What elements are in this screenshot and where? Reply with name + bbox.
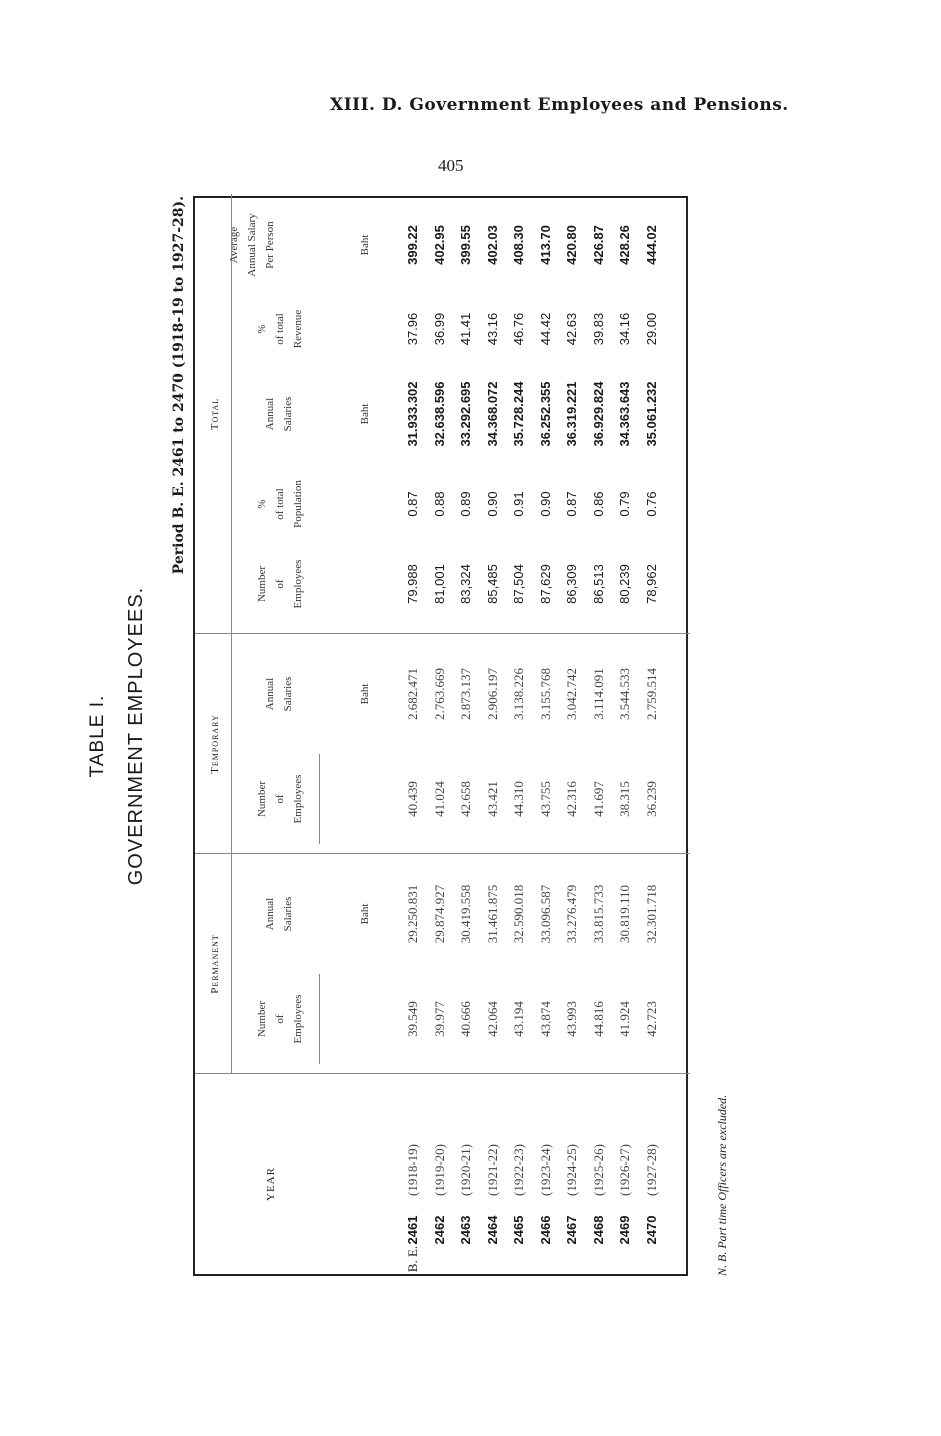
cell-perm-sal: 33.096.587: [537, 884, 553, 944]
header-line: Revenue: [292, 309, 304, 349]
cell-tot-num: 86,513: [590, 564, 606, 604]
header-line: Salaries: [282, 896, 294, 932]
unit-perm-salaries: Baht: [359, 903, 371, 925]
cell-be: 2463: [458, 1215, 473, 1245]
header-line: of: [274, 794, 286, 804]
cell-be: 2464: [484, 1215, 500, 1245]
cell-tot-sal: 36.252.355: [537, 381, 553, 447]
header-line: Population: [292, 480, 304, 528]
table-row: [458, 194, 486, 1274]
cell-avg: 426.87: [590, 225, 606, 265]
table-period: Period B. E. 2461 to 2470 (1918-19 to 1927-28).: [171, 196, 187, 575]
cell-tot-rev: 37.96: [405, 312, 420, 346]
header-line: Annual Salary: [246, 213, 258, 277]
header-line: Employees: [292, 559, 304, 609]
cell-temp-num: 42.316: [564, 781, 579, 817]
table-row: [617, 194, 645, 1274]
cell-tot-sal: 35.061.232: [643, 381, 659, 447]
cell-ad: (1920-21): [458, 1144, 473, 1196]
header-temp-salaries: [261, 644, 297, 744]
cell-perm-num: 43.194: [511, 1001, 526, 1037]
cell-temp-sal: 2.759.514: [643, 668, 659, 720]
table-row: [405, 194, 433, 1274]
header-underline: [319, 754, 320, 844]
cell-tot-sal: 35.728.244: [511, 381, 526, 447]
cell-tot-pop: 0.87: [564, 491, 579, 517]
cell-perm-sal: 32.301.718: [643, 884, 659, 944]
cell-temp-sal: 3.138.226: [511, 668, 526, 720]
header-average-salary: [225, 196, 279, 294]
cell-tot-pop: 0.79: [617, 491, 632, 517]
header-total-pct-revenue: [253, 294, 307, 364]
group-total: Total: [209, 397, 221, 431]
cell-temp-sal: 2.763.669: [431, 668, 447, 720]
cell-tot-num: 87,504: [511, 564, 526, 604]
header-line: of total: [274, 313, 286, 345]
cell-be: 2469: [617, 1215, 632, 1245]
group-permanent: Permanent: [209, 934, 221, 994]
cell-tot-pop: 0.89: [458, 491, 473, 517]
cell-temp-num: 41.697: [590, 781, 606, 817]
government-employees-table: [193, 196, 688, 1276]
table-number: TABLE I.: [87, 694, 108, 778]
cell-temp-sal: 2.906.197: [484, 668, 500, 720]
table-title: GOVERNMENT EMPLOYEES.: [125, 586, 147, 886]
cell-tot-rev: 44.42: [537, 312, 553, 346]
header-line: Employees: [292, 994, 304, 1044]
cell-tot-num: 87,629: [537, 564, 553, 604]
cell-tot-pop: 0.88: [431, 491, 447, 517]
group-divider: [231, 194, 232, 1074]
era-label: B. E.: [405, 1245, 420, 1273]
cell-tot-sal: 36.319.221: [564, 381, 579, 447]
cell-temp-num: 42.658: [458, 781, 473, 817]
cell-perm-num: 43.874: [537, 1001, 553, 1037]
header-line: Annual: [264, 677, 276, 711]
cell-avg: 413.70: [537, 225, 553, 265]
cell-tot-sal: 31.933.302: [405, 381, 420, 447]
table-row: [432, 194, 460, 1274]
cell-perm-sal: 29.250.831: [405, 884, 420, 944]
cell-tot-num: 79.988: [405, 564, 420, 604]
page-number: 405: [438, 156, 464, 175]
header-line: Per Person: [264, 221, 276, 269]
cell-perm-num: 41.924: [617, 1001, 632, 1037]
cell-avg: 444.02: [643, 225, 659, 265]
table-row: [591, 194, 619, 1274]
header-total-pct-population: [253, 464, 307, 544]
cell-temp-sal: 3.042.742: [564, 668, 579, 720]
cell-tot-sal: 33.292.695: [458, 381, 473, 447]
header-line: Number: [256, 565, 268, 603]
cell-avg: 408.30: [511, 225, 526, 265]
cell-temp-num: 38.315: [617, 781, 632, 817]
cell-avg: 399.22: [405, 225, 420, 265]
cell-tot-pop: 0.91: [511, 491, 526, 517]
header-line: Number: [256, 1000, 268, 1038]
header-line: of: [274, 1014, 286, 1024]
cell-tot-rev: 46.76: [511, 312, 526, 346]
cell-tot-sal: 32.638.596: [431, 381, 447, 447]
header-line: %: [256, 499, 268, 509]
cell-avg: 399.55: [458, 225, 473, 265]
header-line: Annual: [264, 897, 276, 931]
cell-perm-num: 43.993: [564, 1001, 579, 1037]
cell-tot-rev: 43.16: [484, 312, 500, 346]
page-header: XIII. D. Government Employees and Pensions.: [330, 95, 789, 115]
cell-tot-num: 81,001: [431, 564, 447, 604]
cell-tot-rev: 34.16: [617, 312, 632, 346]
header-perm-salaries: [261, 864, 297, 964]
table-row: [538, 194, 566, 1274]
table-row: [564, 194, 592, 1274]
cell-perm-num: 42.064: [484, 1001, 500, 1037]
cell-perm-sal: 30.819.110: [617, 884, 632, 944]
header-line: Employees: [292, 774, 304, 824]
cell-perm-num: 39.977: [431, 1001, 447, 1037]
cell-tot-rev: 39.83: [590, 312, 606, 346]
cell-ad: (1921-22): [484, 1144, 500, 1196]
header-perm-number: [253, 974, 307, 1064]
header-line: of total: [274, 488, 286, 520]
unit-temp-salaries: Baht: [359, 683, 371, 705]
cell-be: 2467: [564, 1215, 579, 1245]
cell-avg: 402.03: [484, 225, 500, 265]
cell-tot-sal: 34.363.643: [617, 381, 632, 447]
table-footnote: N. B. Part time Officers are excluded.: [715, 1094, 729, 1276]
cell-tot-pop: 0.90: [537, 491, 553, 517]
cell-ad: (1923-24): [537, 1144, 553, 1196]
cell-tot-sal: 36.929.824: [590, 381, 606, 447]
cell-tot-rev: 41.41: [458, 312, 473, 346]
cell-be: 2462: [431, 1215, 447, 1245]
cell-temp-sal: 2.873.137: [458, 668, 473, 720]
cell-be: 2470: [643, 1215, 659, 1245]
header-line: of: [274, 579, 286, 589]
cell-perm-sal: 33.276.479: [564, 884, 579, 944]
cell-be: 2465: [511, 1215, 526, 1245]
cell-tot-num: 78,962: [643, 564, 659, 604]
cell-perm-num: 40.666: [458, 1001, 473, 1037]
cell-tot-pop: 0.87: [405, 491, 420, 517]
cell-temp-num: 36.239: [643, 781, 659, 817]
cell-ad: (1925-26): [590, 1144, 606, 1196]
cell-avg: 402.95: [431, 225, 447, 265]
cell-ad: (1924-25): [564, 1144, 579, 1196]
group-temporary: Temporary: [209, 714, 221, 774]
cell-ad: (1919-20): [431, 1144, 447, 1196]
cell-tot-pop: 0.86: [590, 491, 606, 517]
cell-tot-num: 80,239: [617, 564, 632, 604]
cell-ad: (1926-27): [617, 1144, 632, 1196]
header-line: Annual: [264, 397, 276, 431]
group-year: YEAR: [265, 1167, 277, 1201]
cell-tot-num: 86,309: [564, 564, 579, 604]
cell-be: 2468: [590, 1215, 606, 1245]
header-total-salaries: [261, 364, 297, 464]
cell-ad: (1927-28): [643, 1144, 659, 1196]
cell-avg: 428.26: [617, 225, 632, 265]
header-underline: [319, 974, 320, 1064]
cell-tot-rev: 36.99: [431, 312, 447, 346]
header-line: Number: [256, 780, 268, 818]
header-line: Salaries: [282, 396, 294, 432]
header-line: Salaries: [282, 676, 294, 712]
cell-temp-sal: 3.114.091: [590, 668, 606, 720]
cell-temp-num: 40.439: [405, 781, 420, 817]
cell-perm-sal: 29.874.927: [431, 884, 447, 944]
cell-avg: 420.80: [564, 225, 579, 265]
cell-perm-sal: 33.815.733: [590, 884, 606, 944]
cell-perm-num: 44.816: [590, 1001, 606, 1037]
header-temp-number: [253, 754, 307, 844]
cell-ad: (1918-19): [405, 1144, 420, 1196]
cell-temp-num: 41.024: [431, 781, 447, 817]
cell-tot-num: 83,324: [458, 564, 473, 604]
cell-ad: (1922-23): [511, 1144, 526, 1196]
cell-tot-pop: 0.90: [484, 491, 500, 517]
cell-perm-sal: 30.419.558: [458, 884, 473, 944]
cell-tot-rev: 42.63: [564, 312, 579, 346]
table-row: [644, 194, 672, 1274]
cell-perm-num: 42.723: [643, 1001, 659, 1037]
unit-total-salaries: Baht: [359, 403, 371, 425]
cell-tot-pop: 0.76: [643, 491, 659, 517]
cell-tot-sal: 34.368.072: [484, 381, 500, 447]
cell-perm-sal: 31.461.875: [484, 884, 500, 944]
table-row: [511, 194, 539, 1274]
cell-perm-sal: 32.590.018: [511, 884, 526, 944]
cell-tot-rev: 29.00: [643, 312, 659, 346]
rotated-table-sheet: [87, 196, 729, 1276]
table-row: [485, 194, 513, 1274]
cell-temp-sal: 3.544.533: [617, 668, 632, 720]
cell-temp-num: 43.421: [484, 781, 500, 817]
cell-be: 2461: [405, 1215, 420, 1245]
header-total-number: [253, 544, 307, 624]
header-line: Average: [228, 226, 240, 264]
cell-be: 2466: [537, 1215, 553, 1245]
cell-temp-sal: 3.155.768: [537, 668, 553, 720]
unit-average-salary: Baht: [359, 234, 371, 256]
cell-tot-num: 85,485: [484, 564, 500, 604]
cell-temp-num: 44.310: [511, 781, 526, 817]
cell-perm-num: 39.549: [405, 1001, 420, 1037]
cell-temp-num: 43.755: [537, 781, 553, 817]
cell-temp-sal: 2.682.471: [405, 668, 420, 720]
header-line: %: [256, 324, 268, 334]
